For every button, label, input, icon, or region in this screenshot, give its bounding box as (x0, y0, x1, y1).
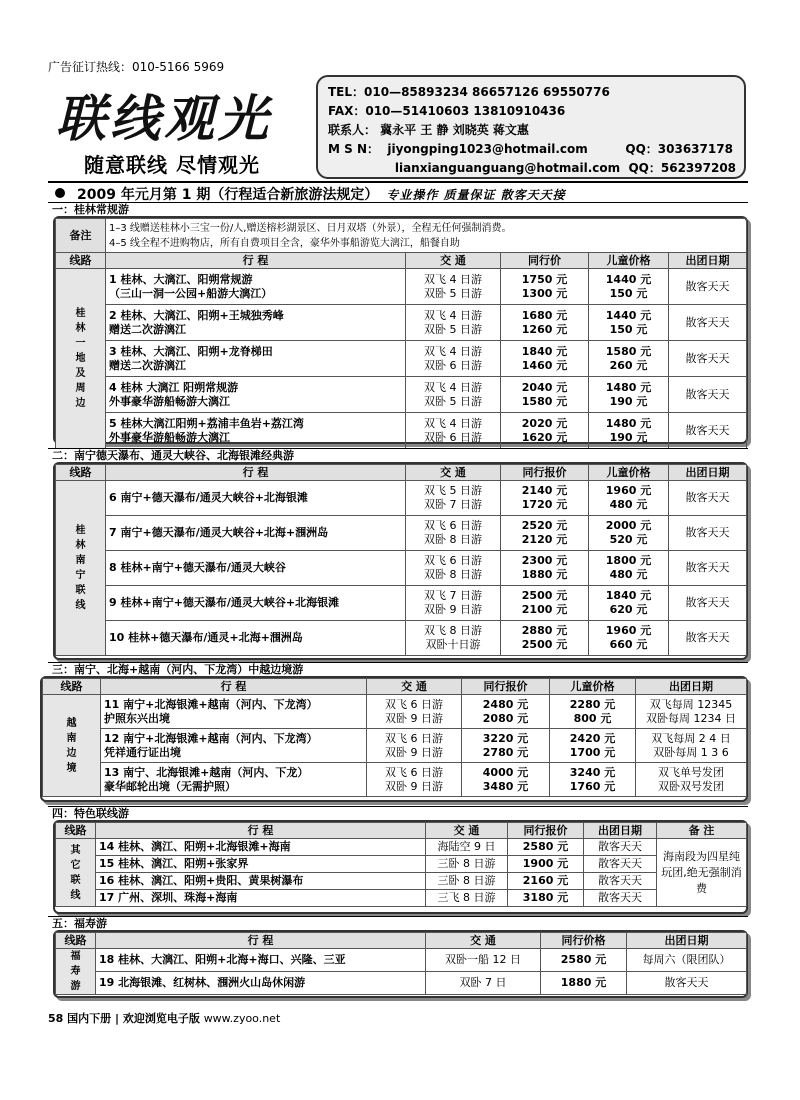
route-table (55, 464, 747, 656)
table-cell: 海陆空 9 日 (426, 839, 508, 856)
table-row (43, 763, 747, 797)
line-label: 福寿游 (56, 949, 96, 995)
table-cell: 双飞 4 日游 双卧 5 日游 (406, 305, 501, 341)
table-cell: 1 桂林、大漓江、阳朔常规游 （三山一洞一公园+船游大漓江） (106, 269, 406, 305)
table-cell: 双飞 6 日游 双卧 9 日游 (367, 729, 462, 763)
table-cell: 16 桂林、漓江、阳朔+贵阳、黄果树瀑布 (96, 873, 426, 890)
column-header: 线路 (43, 679, 101, 695)
table-cell: 1880 元 (541, 972, 627, 995)
table-cell: 1900 元 (508, 856, 584, 873)
table-cell: 18 桂林、大漓江、阳朔+北海+海口、兴隆、三亚 (96, 949, 426, 972)
column-header: 出团日期 (636, 679, 747, 695)
table-row (56, 890, 747, 907)
table-cell: 2140 元 1720 元 (501, 481, 589, 516)
contact-msn-1: M S N： jiyongping1023@hotmail.com QQ：303637178 (328, 142, 733, 156)
table-cell: 1960 元 480 元 (589, 481, 669, 516)
table-cell: 19 北海银滩、红树林、涠洲火山岛休闲游 (96, 972, 426, 995)
table-row (56, 341, 747, 377)
column-header: 交 通 (406, 465, 501, 481)
column-header: 同行报价 (462, 679, 550, 695)
table-cell: 17 广州、深圳、珠海+海南 (96, 890, 426, 907)
column-header: 行 程 (106, 465, 406, 481)
table-cell: 双飞 4 日游 双卧 6 日游 (406, 413, 501, 449)
table-cell: 每周六（限团队） (627, 949, 747, 972)
column-header: 出团日期 (669, 465, 747, 481)
column-header: 儿童价格 (589, 253, 669, 269)
table-cell: 双卧一船 12 日 (426, 949, 541, 972)
table-cell: 散客天天 (669, 269, 747, 305)
note-label: 备注 (56, 219, 106, 253)
contact-tel: TEL：010—85893234 86657126 69550776 (328, 85, 610, 99)
line-label: 其它联线 (56, 839, 96, 907)
table-row (43, 729, 747, 763)
table-cell: 2580 元 (541, 949, 627, 972)
table-cell: 双飞 6 日游 双卧 9 日游 (367, 695, 462, 729)
section-title: 五：福寿游 (48, 916, 748, 930)
table-cell: 1750 元 1300 元 (501, 269, 589, 305)
table-cell: 2 桂林、大漓江、阳朔+王城独秀峰 赠送二次游漓江 (106, 305, 406, 341)
table-cell: 3220 元 2780 元 (462, 729, 550, 763)
table-row (56, 377, 747, 413)
column-header: 交 通 (426, 933, 541, 949)
table-cell: 双飞 4 日游 双卧 5 日游 (406, 269, 501, 305)
column-header: 同行报价 (501, 465, 589, 481)
table-cell: 2580 元 (508, 839, 584, 856)
line-label: 桂林南宁联线 (56, 481, 106, 656)
table-cell: 散客天天 (669, 341, 747, 377)
table-cell: 双飞 6 日游 双卧 8 日游 (406, 516, 501, 551)
contact-msn-2: lianxianguanguang@hotmail.com QQ：562397208 (328, 161, 737, 175)
table-row (56, 551, 747, 586)
contact-fax: FAX：010—51410603 13810910436 (328, 104, 566, 118)
table-cell: 散客天天 (584, 856, 657, 873)
table-cell: 2020 元 1620 元 (501, 413, 589, 449)
table-cell: 2300 元 1880 元 (501, 551, 589, 586)
table-cell: 双飞 4 日游 双卧 6 日游 (406, 341, 501, 377)
table-cell: 1840 元 620 元 (589, 586, 669, 621)
table-cell: 10 桂林+德天瀑布/通灵+北海+涠洲岛 (106, 621, 406, 656)
table-cell: 1800 元 480 元 (589, 551, 669, 586)
note-text: 1–3 线赠送桂林小三宝一份/人,赠送榕杉湖景区、日月双塔（外景），全程无任何强制消费。 4–5 线全程不进购物店，所有自费项目全含，豪华外事船游览大漓江，船餐自助 (106, 219, 747, 253)
table-cell: 3240 元 1760 元 (550, 763, 636, 797)
table-cell: 2280 元 800 元 (550, 695, 636, 729)
column-header: 线路 (56, 933, 96, 949)
table-cell: 三卧 8 日游 (426, 873, 508, 890)
table-row (56, 839, 747, 856)
table-cell: 13 南宁、北海银滩+越南（河内、下龙） 豪华邮轮出境（无需护照） (101, 763, 367, 797)
table-row (56, 305, 747, 341)
page-footer: 58 国内下册 | 欢迎浏览电子版 www.zyoo.net (48, 1012, 281, 1025)
table-cell: 散客天天 (669, 305, 747, 341)
table-cell: 2880 元 2500 元 (501, 621, 589, 656)
table-cell: 9 桂林+南宁+德天瀑布/通灵大峡谷+北海银滩 (106, 586, 406, 621)
column-header: 行 程 (96, 933, 426, 949)
table-cell: 散客天天 (669, 413, 747, 449)
table-row (56, 873, 747, 890)
table-cell: 散客天天 (584, 890, 657, 907)
section-title: 一：桂林常规游 (48, 202, 748, 216)
column-header: 交 通 (367, 679, 462, 695)
footer-welcome: 欢迎浏览电子版 (122, 1012, 200, 1025)
column-header: 交 通 (426, 823, 508, 839)
table-cell: 2520 元 2120 元 (501, 516, 589, 551)
table-cell: 双飞 6 日游 双卧 9 日游 (367, 763, 462, 797)
column-header: 儿童价格 (550, 679, 636, 695)
table-row (43, 695, 747, 729)
table-cell: 1840 元 1460 元 (501, 341, 589, 377)
table-cell: 双飞 8 日游 双卧十日游 (406, 621, 501, 656)
line-label: 越南边境 (43, 695, 101, 797)
column-header: 交 通 (406, 253, 501, 269)
page-number: 58 (48, 1012, 64, 1025)
table-cell: 散客天天 (669, 551, 747, 586)
table-cell: 双飞 4 日游 双卧 5 日游 (406, 377, 501, 413)
table-cell: 15 桂林、漓江、阳朔+张家界 (96, 856, 426, 873)
table-cell: 三卧 8 日游 (426, 856, 508, 873)
footer-section: 国内下册 (67, 1012, 112, 1025)
table-row (56, 586, 747, 621)
issue-title: 2009 年元月第 1 期（行程适合新旅游法规定） 专业操作 质量保证 散客天天接 (55, 184, 566, 204)
line-label: 桂林一地及周边 (56, 269, 106, 449)
table-row (56, 481, 747, 516)
table-cell: 8 桂林+南宁+德天瀑布/通灵大峡谷 (106, 551, 406, 586)
table-cell: 3180 元 (508, 890, 584, 907)
remark-cell: 海南段为四星纯玩团,绝无强制消费 (657, 839, 747, 907)
table-cell: 散客天天 (669, 516, 747, 551)
table-cell: 11 南宁+北海银滩+越南（河内、下龙湾） 护照东兴出境 (101, 695, 367, 729)
brand-slogan: 随意联线 尽情观光 (84, 153, 260, 177)
table-cell: 散客天天 (584, 873, 657, 890)
table-cell: 7 南宁+德天瀑布/通灵大峡谷+北海+涠洲岛 (106, 516, 406, 551)
table-row (56, 413, 747, 449)
table-row (56, 949, 747, 972)
column-header: 线路 (56, 823, 96, 839)
route-table (55, 932, 747, 995)
table-cell: 3 桂林、大漓江、阳朔+龙脊梯田 赠送二次游漓江 (106, 341, 406, 377)
table-cell: 2420 元 1700 元 (550, 729, 636, 763)
table-cell: 4 桂林 大漓江 阳朔常规游 外事豪华游船畅游大漓江 (106, 377, 406, 413)
column-header: 行 程 (96, 823, 426, 839)
table-row (56, 621, 747, 656)
table-row (56, 972, 747, 995)
route-table (42, 678, 747, 797)
top-rule (48, 181, 748, 183)
table-cell: 2000 元 520 元 (589, 516, 669, 551)
column-header: 线路 (56, 465, 106, 481)
table-cell: 5 桂林大漓江阳朔+荔浦丰鱼岩+荔江湾 外事豪华游船畅游大漓江 (106, 413, 406, 449)
column-header: 同行价格 (541, 933, 627, 949)
section-title: 三：南宁、北海+越南（河内、下龙湾）中越边境游 (48, 662, 748, 676)
section-title: 二：南宁德天瀑布、通灵大峡谷、北海银滩经典游 (48, 448, 748, 462)
table-cell: 双飞每周 2 4 日 双卧每周 1 3 6 (636, 729, 747, 763)
table-cell: 双飞 7 日游 双卧 9 日游 (406, 586, 501, 621)
table-cell: 三飞 8 日游 (426, 890, 508, 907)
table-cell: 散客天天 (584, 839, 657, 856)
table-cell: 6 南宁+德天瀑布/通灵大峡谷+北海银滩 (106, 481, 406, 516)
column-header: 出团日期 (669, 253, 747, 269)
table-row (56, 856, 747, 873)
table-cell: 散客天天 (627, 972, 747, 995)
column-header: 行 程 (106, 253, 406, 269)
column-header: 行 程 (101, 679, 367, 695)
table-cell: 14 桂林、漓江、阳朔+北海银滩+海南 (96, 839, 426, 856)
table-cell: 双飞单号发团 双卧双号发团 (636, 763, 747, 797)
table-cell: 1440 元 150 元 (589, 269, 669, 305)
column-header: 儿童价格 (589, 465, 669, 481)
table-cell: 1960 元 660 元 (589, 621, 669, 656)
table-cell: 散客天天 (669, 377, 747, 413)
footer-url: www.zyoo.net (203, 1012, 281, 1025)
ad-hotline: 广告征订热线：010-5166 5969 (48, 60, 225, 74)
table-cell: 1480 元 190 元 (589, 413, 669, 449)
table-cell: 双飞 6 日游 双卧 8 日游 (406, 551, 501, 586)
contact-box (316, 75, 746, 179)
table-cell: 散客天天 (669, 481, 747, 516)
table-cell: 1580 元 260 元 (589, 341, 669, 377)
table-row (56, 516, 747, 551)
brand-logo: 联线观光 (56, 89, 272, 148)
column-header: 备 注 (657, 823, 747, 839)
table-cell: 1680 元 1260 元 (501, 305, 589, 341)
table-cell: 2160 元 (508, 873, 584, 890)
column-header: 线路 (56, 253, 106, 269)
table-cell: 2480 元 2080 元 (462, 695, 550, 729)
table-cell: 4000 元 3480 元 (462, 763, 550, 797)
table-cell: 双卧 7 日 (426, 972, 541, 995)
header (48, 75, 748, 183)
table-cell: 2500 元 2100 元 (501, 586, 589, 621)
contact-persons: 联系人： 冀永平 王 静 刘晓英 蒋文惠 (328, 123, 529, 137)
table-cell: 散客天天 (669, 586, 747, 621)
column-header: 同行报价 (508, 823, 584, 839)
route-table (55, 218, 747, 449)
table-cell: 2040 元 1580 元 (501, 377, 589, 413)
table-cell: 双飞 5 日游 双卧 7 日游 (406, 481, 501, 516)
column-header: 出团日期 (584, 823, 657, 839)
bullet-icon (55, 188, 65, 198)
section-title: 四：特色联线游 (48, 806, 748, 820)
table-cell: 1440 元 150 元 (589, 305, 669, 341)
table-row (56, 269, 747, 305)
column-header: 同行价 (501, 253, 589, 269)
table-cell: 散客天天 (669, 621, 747, 656)
column-header: 出团日期 (627, 933, 747, 949)
table-cell: 1480 元 190 元 (589, 377, 669, 413)
route-table (55, 822, 747, 907)
table-cell: 双飞每周 12345 双卧每周 1234 日 (636, 695, 747, 729)
table-cell: 12 南宁+北海银滩+越南（河内、下龙湾） 凭祥通行证出境 (101, 729, 367, 763)
